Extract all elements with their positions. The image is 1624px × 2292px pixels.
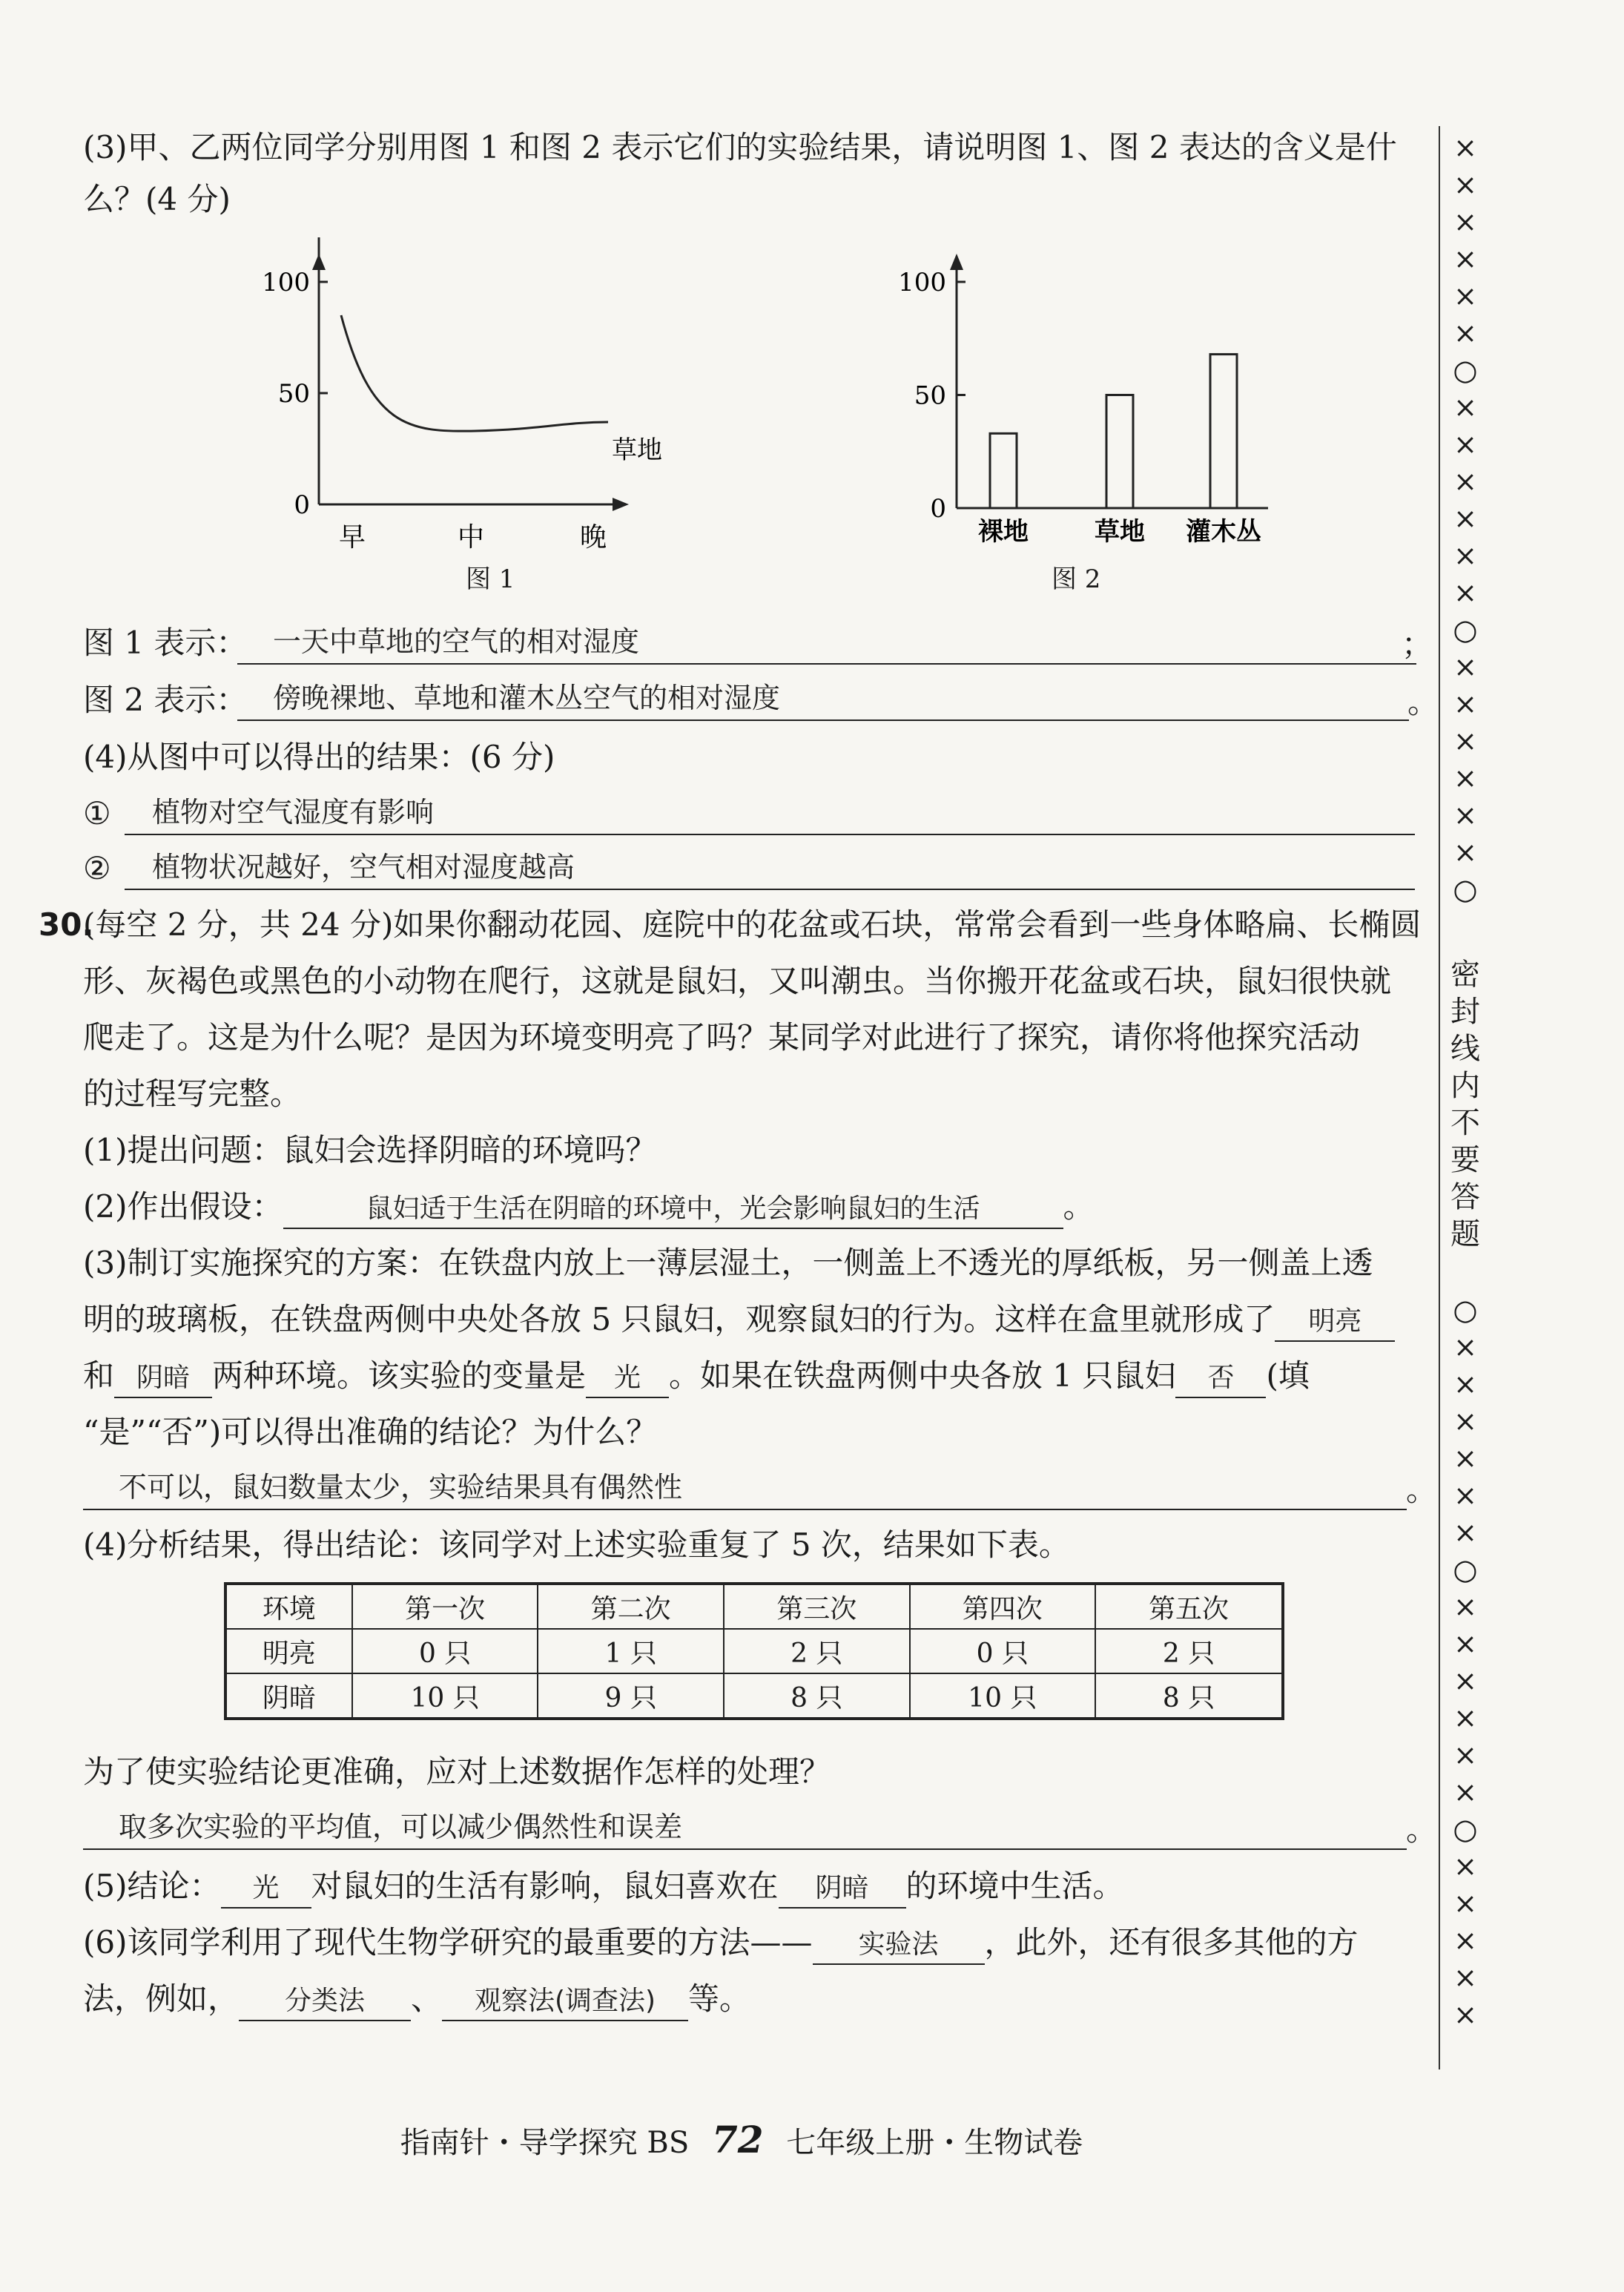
table-cell: 2 只 — [724, 1629, 910, 1673]
seal-cross-mark: × — [1453, 205, 1477, 238]
seal-circle-mark: ○ — [1453, 354, 1478, 386]
page-number: 72 — [711, 2118, 764, 2161]
q30-p6-blank2 — [239, 1980, 411, 2021]
seal-circle-mark: ○ — [1453, 1553, 1478, 1586]
seal-circle-mark: ○ — [1453, 613, 1478, 646]
q30-p6-line1 — [83, 1921, 1359, 1965]
seal-text-char: 封 — [1450, 995, 1480, 1029]
fig1-x-tick-label: 中 — [457, 522, 485, 553]
fig2-y-tick-label: 0 — [930, 494, 946, 524]
q30-p3-answer: 不可以，鼠妇数量太少，实验结果具有偶然性 — [119, 1471, 683, 1504]
seal-cross-mark: × — [1453, 502, 1477, 535]
fig1-y-arrow — [312, 254, 326, 270]
q30-p3-line3-b: 两种环境。该实验的变量是 — [212, 1357, 587, 1394]
q30-p3-end: 。 — [1406, 1472, 1438, 1508]
q30-p2-end: 。 — [1063, 1188, 1095, 1225]
seal-text-char: 内 — [1450, 1069, 1480, 1103]
seal-cross-mark: × — [1453, 1331, 1477, 1363]
q30-p4-answer-line — [83, 1848, 1407, 1850]
figure-1-caption: 图 1 — [466, 564, 515, 594]
seal-cross-mark: × — [1453, 1739, 1477, 1771]
fig1-y-tick-label: 100 — [262, 268, 310, 297]
q30-p3-answer3: 光 — [614, 1363, 641, 1393]
seal-cross-mark: × — [1453, 836, 1477, 869]
fig2-answer-line — [237, 719, 1409, 721]
seal-cross-mark: × — [1453, 1627, 1477, 1660]
footer-left: 指南针・导学探究 BS — [400, 2126, 690, 2160]
q30-p6-blank1 — [813, 1924, 985, 1965]
q30-p1: (1)提出问题：鼠妇会选择阴暗的环境吗？ — [83, 1132, 657, 1168]
seal-cross-mark: × — [1453, 1479, 1477, 1512]
table-header-cell: 第一次 — [352, 1584, 538, 1629]
q30-p6-c: 法，例如， — [83, 1980, 240, 2017]
q4-item-2-num: ② — [83, 850, 111, 886]
figure-1-chart — [237, 237, 662, 593]
fig2-bar — [1210, 355, 1237, 508]
q30-p4-question: 为了使实验结论更准确，应对上述数据作怎样的处理？ — [83, 1753, 831, 1790]
table-cell: 8 只 — [1095, 1673, 1283, 1719]
q30-p3-line3-a: 和 — [83, 1357, 115, 1394]
q30-intro-line3: 爬走了。这是为什么呢？是因为环境变明亮了吗？某同学对此进行了探究，请你将他探究活动 — [83, 1019, 1361, 1056]
q30-p2-label: (2)作出假设： — [83, 1188, 283, 1225]
seal-cross-mark: × — [1453, 428, 1477, 461]
table-cell: 0 只 — [352, 1629, 538, 1673]
q4-item-1-line — [125, 834, 1415, 835]
q30-p3-blank2 — [114, 1357, 212, 1398]
q30-p5-answer1: 光 — [252, 1873, 280, 1903]
seal-circle-mark: ○ — [1453, 1294, 1478, 1326]
q30-intro-line4: 的过程写完整。 — [83, 1076, 302, 1112]
fig1-x-tick-label: 早 — [338, 522, 366, 553]
q30-p3-answer4: 否 — [1207, 1363, 1235, 1393]
seal-cross-mark: × — [1453, 762, 1477, 794]
q30-p5-blank2 — [779, 1868, 906, 1909]
q30-p6-d: 、 — [411, 1980, 443, 2017]
fig1-meaning-label: 图 1 表示： — [83, 625, 248, 661]
table-header-cell: 第五次 — [1095, 1584, 1283, 1629]
q30-p5-a: (5)结论： — [83, 1868, 221, 1904]
fig2-meaning-label: 图 2 表示： — [83, 682, 248, 718]
seal-cross-mark: × — [1453, 1776, 1477, 1808]
seal-cross-mark: × — [1453, 539, 1477, 572]
footer-right: 七年级上册・生物试卷 — [786, 2126, 1083, 2160]
q30-p5-b: 对鼠妇的生活有影响，鼠妇喜欢在 — [311, 1868, 779, 1904]
seal-circle-mark: ○ — [1453, 1813, 1478, 1845]
seal-line — [1439, 126, 1440, 2069]
fig2-bar — [990, 433, 1017, 508]
fig1-y-tick-label: 50 — [277, 379, 310, 409]
fig2-bar — [1106, 395, 1133, 509]
q4-item-1-answer: 植物对空气湿度有影响 — [152, 796, 435, 829]
table-cell: 1 只 — [538, 1629, 724, 1673]
seal-cross-mark: × — [1453, 168, 1477, 201]
seal-text-char: 不 — [1450, 1106, 1480, 1140]
fig1-answer: 一天中草地的空气的相对湿度 — [273, 625, 640, 658]
seal-cross-mark: × — [1453, 725, 1477, 757]
table-cell: 明亮 — [225, 1629, 352, 1673]
q30-p5-answer2: 阴暗 — [815, 1873, 869, 1903]
seal-circle-mark: ○ — [1453, 873, 1478, 906]
q30-p3-line4: “是”“否”)可以得出准确的结论？为什么？ — [83, 1414, 658, 1450]
seal-text-char: 题 — [1450, 1217, 1480, 1251]
fig2-x-tick-label: 灌木丛 — [1186, 517, 1261, 547]
table-row — [225, 1629, 1283, 1673]
fig1-answer-line — [237, 663, 1416, 665]
figure-2-caption: 图 2 — [1052, 564, 1101, 594]
figure-2-chart — [875, 237, 1290, 549]
seal-cross-mark: × — [1453, 1516, 1477, 1549]
q30-p3-line3-d: (填 — [1266, 1357, 1310, 1394]
q30-p3-blank4 — [1175, 1357, 1266, 1398]
fig1-y-tick-label: 0 — [294, 490, 310, 520]
q30-p2 — [83, 1185, 1095, 1229]
seal-cross-mark: × — [1453, 1405, 1477, 1438]
seal-cross-mark: × — [1453, 799, 1477, 831]
seal-cross-mark: × — [1453, 1590, 1477, 1623]
q4-item-1-num: ① — [83, 795, 111, 831]
q30-p6-a: (6)该同学利用了现代生物学研究的最重要的方法—— — [83, 1924, 813, 1960]
seal-cross-mark: × — [1453, 131, 1477, 164]
q30-p2-answer: 鼠妇适于生活在阴暗的环境中，光会影响鼠妇的生活 — [366, 1193, 980, 1224]
q30-p6-b: ，此外，还有很多其他的方 — [984, 1924, 1359, 1960]
seal-cross-mark: × — [1453, 1702, 1477, 1734]
seal-text-char: 答 — [1450, 1180, 1480, 1214]
q30-p3-line2-text: 明的玻璃板，在铁盘两侧中央处各放 5 只鼠妇，观察鼠妇的行为。这样在盒里就形成了 — [83, 1301, 1275, 1337]
table-cell: 8 只 — [724, 1673, 910, 1719]
q30-p2-blank — [283, 1188, 1063, 1229]
seal-cross-mark: × — [1453, 1887, 1477, 1920]
fig2-x-tick-label: 裸地 — [978, 517, 1029, 547]
q30-p3-line3 — [83, 1354, 1310, 1398]
fig2-answer: 傍晚裸地、草地和灌木丛空气的相对湿度 — [273, 682, 781, 714]
fig1-x-tick-label: 晚 — [579, 522, 607, 553]
fig2-y-arrow — [950, 254, 963, 270]
seal-cross-mark: × — [1453, 1368, 1477, 1400]
q30-number: 30. — [39, 906, 94, 943]
results-table — [224, 1582, 1284, 1720]
q30-p4-answer: 取多次实验的平均值，可以减少偶然性和误差 — [119, 1811, 683, 1843]
q30-intro-line1: (每空 2 分，共 24 分)如果你翻动花园、庭院中的花盆或石块，常常会看到一些身体略扁、长椭圆 — [83, 906, 1422, 943]
table-cell: 2 只 — [1095, 1629, 1283, 1673]
q30-p6-e: 等。 — [688, 1980, 751, 2017]
fig1-answer-end: ； — [1402, 626, 1433, 662]
q30-p3-blank3 — [586, 1357, 669, 1398]
q30-p5-c: 的环境中生活。 — [905, 1868, 1124, 1904]
seal-cross-mark: × — [1453, 1961, 1477, 1994]
q30-p3-line1: (3)制订实施探究的方案：在铁盘内放上一薄层湿土，一侧盖上不透光的厚纸板，另一侧盖上透 — [83, 1245, 1373, 1281]
q30-p5 — [83, 1865, 1124, 1909]
table-row — [225, 1673, 1283, 1719]
table-header-cell: 第二次 — [538, 1584, 724, 1629]
fig1-x-arrow — [613, 498, 629, 511]
seal-cross-mark: × — [1453, 465, 1477, 498]
q30-p3-line2 — [83, 1298, 1395, 1342]
q30-p3-answer2: 阴暗 — [136, 1363, 191, 1393]
seal-cross-mark: × — [1453, 1998, 1477, 2031]
seal-cross-mark: × — [1453, 391, 1477, 424]
table-header-row — [225, 1584, 1283, 1629]
q30-p3-line3-c: 。如果在铁盘两侧中央各放 1 只鼠妇 — [669, 1357, 1176, 1394]
seal-cross-mark: × — [1453, 317, 1477, 349]
fig2-answer-end: 。 — [1407, 684, 1439, 720]
q30-p3-answer-line — [83, 1509, 1407, 1510]
seal-cross-mark: × — [1453, 1850, 1477, 1883]
page-footer — [0, 2118, 1483, 2161]
seal-text-char: 线 — [1450, 1032, 1480, 1066]
table-cell: 9 只 — [538, 1673, 724, 1719]
q30-p3-answer1: 明亮 — [1308, 1306, 1362, 1337]
q30-p4-title: (4)分析结果，得出结论：该同学对上述实验重复了 5 次，结果如下表。 — [83, 1527, 1070, 1563]
q3-text-line1: (3)甲、乙两位同学分别用图 1 和图 2 表示它们的实验结果，请说明图 1、图 2 表达的含义是什 — [83, 129, 1397, 165]
q30-p4-end: 。 — [1406, 1811, 1438, 1848]
seal-cross-mark: × — [1453, 576, 1477, 609]
q30-p6-answer2: 分类法 — [285, 1986, 366, 2016]
q3-text-line2: 么？(4 分) — [83, 181, 231, 217]
table-header-cell: 第三次 — [724, 1584, 910, 1629]
seal-cross-mark: × — [1453, 280, 1477, 312]
q4-item-2-answer: 植物状况越好，空气相对湿度越高 — [152, 851, 575, 883]
fig1-series-line — [341, 315, 608, 431]
table-cell: 10 只 — [910, 1673, 1096, 1719]
fig2-y-tick-label: 50 — [914, 381, 946, 411]
fig2-y-tick-label: 100 — [898, 268, 946, 297]
seal-cross-mark: × — [1453, 651, 1477, 683]
seal-cross-mark: × — [1453, 243, 1477, 275]
fig1-series-label: 草地 — [612, 435, 662, 465]
q30-p5-blank1 — [221, 1868, 311, 1909]
seal-cross-mark: × — [1453, 688, 1477, 720]
seal-text-char: 密 — [1450, 958, 1480, 992]
q4-item-2-line — [125, 889, 1415, 890]
table-header-cell: 第四次 — [910, 1584, 1096, 1629]
seal-text-char: 要 — [1450, 1143, 1480, 1177]
q4-title-text: (4)从图中可以得出的结果：(6 分) — [83, 739, 555, 775]
table-cell: 10 只 — [352, 1673, 538, 1719]
seal-cross-mark: × — [1453, 1442, 1477, 1475]
q30-p6-line2 — [83, 1977, 750, 2021]
q30-p3-blank1 — [1275, 1301, 1395, 1342]
q30-p6-blank3 — [442, 1980, 688, 2021]
q30-p6-answer3: 观察法(调查法) — [474, 1986, 656, 2016]
q30-p6-answer1: 实验法 — [858, 1929, 939, 1960]
table-cell: 阴暗 — [225, 1673, 352, 1719]
seal-cross-mark: × — [1453, 1924, 1477, 1957]
table-cell: 0 只 — [910, 1629, 1096, 1673]
seal-cross-mark: × — [1453, 1664, 1477, 1697]
table-header-cell: 环境 — [225, 1584, 352, 1629]
fig2-x-tick-label: 草地 — [1095, 517, 1145, 547]
q30-intro-line2: 形、灰褐色或黑色的小动物在爬行，这就是鼠妇，又叫潮虫。当你搬开花盆或石块，鼠妇很快就 — [83, 963, 1392, 999]
